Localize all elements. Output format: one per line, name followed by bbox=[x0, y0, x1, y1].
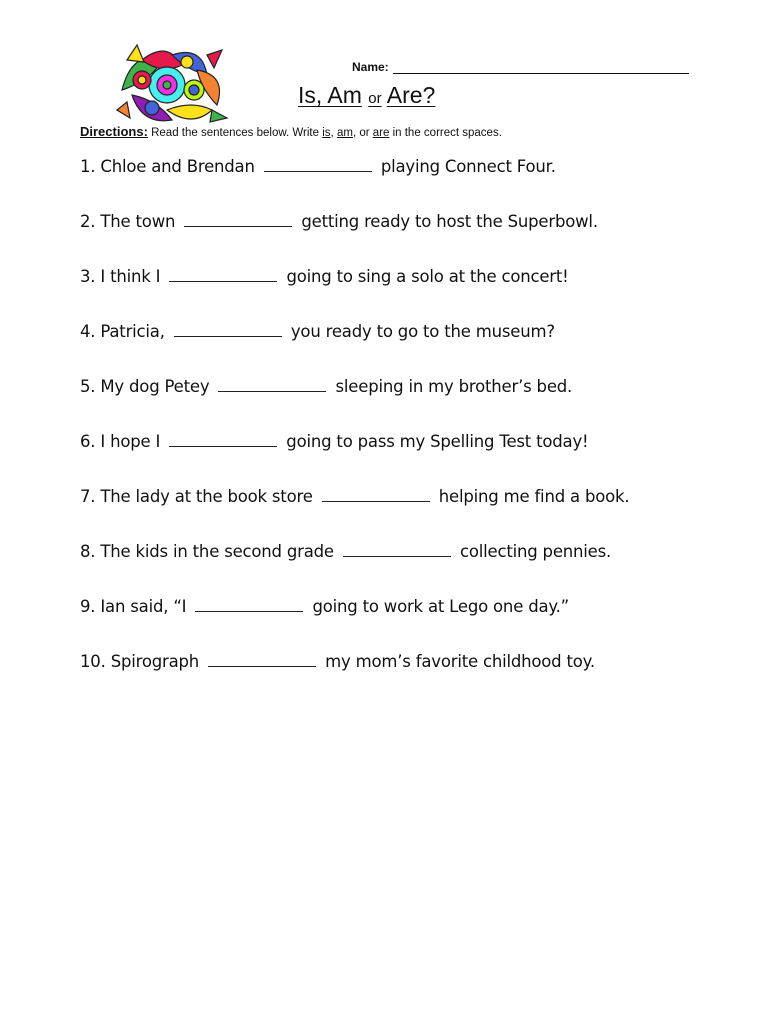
sentence-before: The kids in the second grade bbox=[100, 542, 334, 561]
sentence-7 bbox=[80, 484, 740, 539]
sentence-2 bbox=[80, 209, 740, 264]
sentence-1 bbox=[80, 154, 740, 209]
sentence-before: My dog Petey bbox=[100, 377, 210, 396]
sentence-before: I hope I bbox=[100, 432, 161, 451]
answer-blank[interactable] bbox=[343, 540, 451, 557]
sentence-number: 9. bbox=[80, 597, 96, 616]
sentence-3 bbox=[80, 264, 740, 319]
sentence-number: 5. bbox=[80, 377, 96, 396]
word-am: am bbox=[336, 127, 353, 139]
sentence-after: going to work at Lego one day.” bbox=[312, 597, 569, 616]
sentence-10 bbox=[80, 649, 740, 704]
sentence-after: going to sing a solo at the concert! bbox=[286, 267, 569, 286]
sentence-5 bbox=[80, 374, 740, 429]
page-title bbox=[298, 82, 435, 109]
name-field-row bbox=[352, 60, 689, 74]
colorful-swirl-clipart-icon bbox=[112, 40, 232, 128]
sentence-number: 6. bbox=[80, 432, 96, 451]
sentence-list bbox=[80, 154, 740, 704]
word-is: is bbox=[322, 127, 331, 139]
sentence-number: 2. bbox=[80, 212, 96, 231]
sentence-before: I think I bbox=[100, 267, 161, 286]
answer-blank[interactable] bbox=[208, 650, 316, 667]
sentence-number: 10. bbox=[80, 652, 106, 671]
directions-text-1: Read the sentences below. Write bbox=[151, 127, 320, 139]
answer-blank[interactable] bbox=[169, 265, 277, 282]
sentence-after: getting ready to host the Superbowl. bbox=[301, 212, 598, 231]
directions-label: Directions: bbox=[80, 124, 148, 139]
sentence-after: sleeping in my brother’s bed. bbox=[335, 377, 573, 396]
sentence-number: 8. bbox=[80, 542, 96, 561]
answer-blank[interactable] bbox=[218, 375, 326, 392]
sentence-before: Chloe and Brendan bbox=[100, 157, 255, 176]
sentence-after: collecting pennies. bbox=[459, 542, 612, 561]
directions-sep-2: , or bbox=[352, 127, 370, 139]
sentence-before: Spirograph bbox=[110, 652, 200, 671]
answer-blank[interactable] bbox=[174, 320, 282, 337]
sentence-before: The lady at the book store bbox=[100, 487, 313, 506]
name-blank-line[interactable] bbox=[393, 62, 689, 74]
directions bbox=[80, 124, 502, 139]
sentence-9 bbox=[80, 594, 740, 649]
name-label: Name: bbox=[352, 60, 389, 74]
answer-blank[interactable] bbox=[184, 210, 292, 227]
sentence-after: you ready to go to the museum? bbox=[290, 322, 555, 341]
title-or: or bbox=[368, 90, 382, 107]
sentence-4 bbox=[80, 319, 740, 374]
sentence-number: 4. bbox=[80, 322, 96, 341]
sentence-number: 1. bbox=[80, 157, 96, 176]
answer-blank[interactable] bbox=[264, 155, 372, 172]
directions-text-2: in the correct spaces. bbox=[392, 127, 502, 139]
sentence-before: Ian said, “I bbox=[100, 597, 187, 616]
sentence-after: going to pass my Spelling Test today! bbox=[286, 432, 589, 451]
sentence-number: 3. bbox=[80, 267, 96, 286]
answer-blank[interactable] bbox=[322, 485, 430, 502]
sentence-8 bbox=[80, 539, 740, 594]
answer-blank[interactable] bbox=[169, 430, 277, 447]
answer-blank[interactable] bbox=[195, 595, 303, 612]
sentence-after: helping me find a book. bbox=[438, 487, 630, 506]
directions-sep-1: , bbox=[330, 127, 334, 139]
sentence-after: my mom’s favorite childhood toy. bbox=[325, 652, 595, 671]
sentence-6 bbox=[80, 429, 740, 484]
title-end: Are? bbox=[386, 82, 436, 108]
sentence-number: 7. bbox=[80, 487, 96, 506]
sentence-after: playing Connect Four. bbox=[380, 157, 556, 176]
title-main: Is, Am bbox=[298, 82, 362, 108]
sentence-before: The town bbox=[100, 212, 176, 231]
word-are: are bbox=[372, 127, 390, 139]
sentence-before: Patricia, bbox=[100, 322, 165, 341]
